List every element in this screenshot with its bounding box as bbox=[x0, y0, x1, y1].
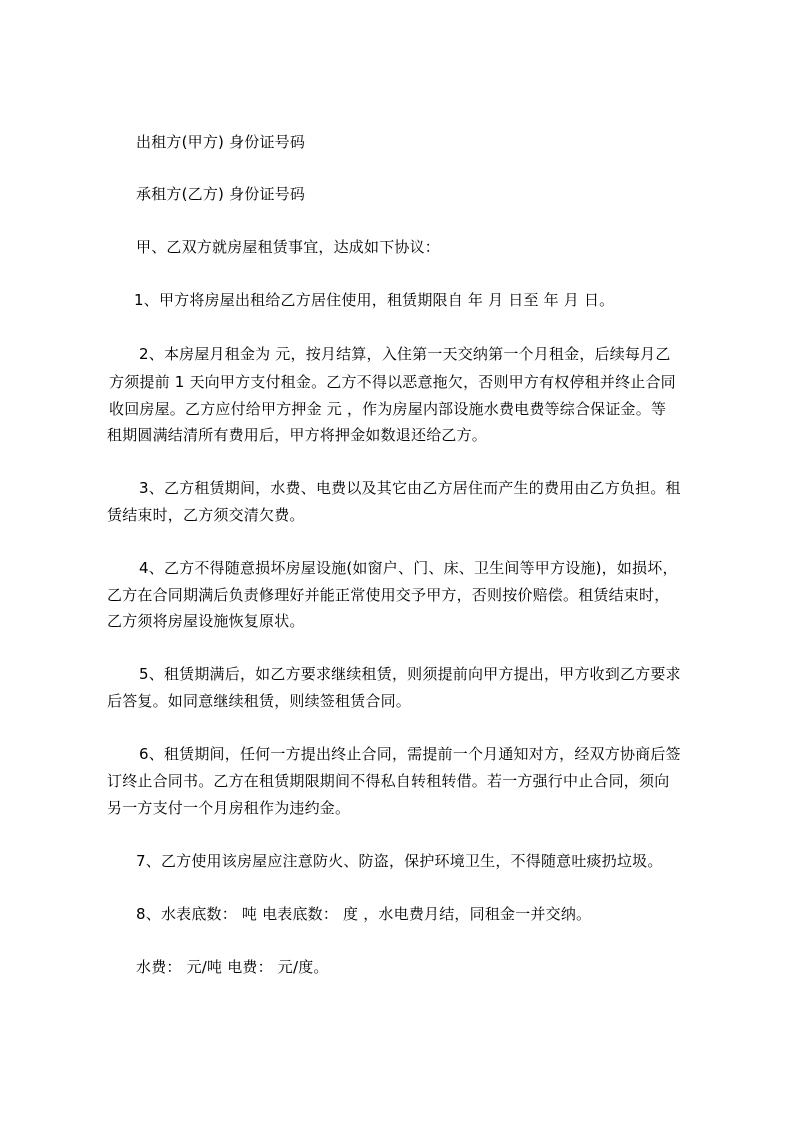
clause-6-line: 6、租赁期间，任何一方提出终止合同，需提前一个月通知对方，经双方协商后签 bbox=[139, 745, 681, 763]
clause-2-line: 租期圆满结清所有费用后，甲方将押金如数退还给乙方。 bbox=[107, 426, 488, 444]
intro-line: 甲、乙双方就房屋租赁事宜，达成如下协议： bbox=[136, 238, 441, 256]
clause-6-line: 另一方支付一个月房租作为违约金。 bbox=[107, 799, 351, 817]
clause-5-line: 后答复。如同意继续租赁，则续签租赁合同。 bbox=[107, 692, 412, 710]
clause-4-line: 乙方在合同期满后负责修理好并能正常使用交予甲方，否则按价赔偿。租赁结束时， bbox=[107, 586, 670, 604]
clause-4-line: 4、乙方不得随意损坏房屋设施(如窗户、门、床、卫生间等甲方设施)，如损坏， bbox=[139, 559, 678, 577]
clause-6-line: 订终止合同书。乙方在租赁期限期间不得私自转租转借。若一方强行中止合同，须向 bbox=[107, 772, 670, 790]
clause-2-line: 收回房屋。乙方应付给甲方押金 元 ，作为房屋内部设施水费电费等综合保证金。等 bbox=[109, 400, 667, 418]
clause-2-line: 2、本房屋月租金为 元，按月结算，入住第一天交纳第一个月租金，后续每月乙 bbox=[139, 345, 671, 363]
clause-3-line: 3、乙方租赁期间，水费、电费以及其它由乙方居住而产生的费用由乙方负担。租 bbox=[139, 479, 681, 497]
clause-4-line: 乙方须将房屋设施恢复原状。 bbox=[107, 612, 305, 630]
clause-5-line: 5、租赁期满后，如乙方要求继续租赁，则须提前向甲方提出，甲方收到乙方要求 bbox=[139, 665, 681, 683]
clause-2-line: 方须提前 1 天向甲方支付租金。乙方不得以恶意拖欠，否则甲方有权停租并终止合同 bbox=[109, 373, 676, 391]
clause-3-line: 赁结束时，乙方须交清欠费。 bbox=[107, 506, 305, 524]
clause-1: 1、甲方将房屋出租给乙方居住使用，租赁期限自 年 月 日至 年 月 日。 bbox=[134, 291, 615, 309]
clause-8: 8、水表底数： 吨 电表底数： 度 ，水电费月结，同租金一并交纳。 bbox=[136, 905, 592, 923]
lessee-line: 承租方(乙方) 身份证号码 bbox=[136, 185, 306, 203]
clause-7: 7、乙方使用该房屋应注意防火、防盗，保护环境卫生，不得随意吐痰扔垃圾。 bbox=[136, 852, 663, 870]
lessor-line: 出租方(甲方) 身份证号码 bbox=[136, 133, 306, 151]
rates-line: 水费： 元/吨 电费： 元/度。 bbox=[136, 958, 329, 976]
